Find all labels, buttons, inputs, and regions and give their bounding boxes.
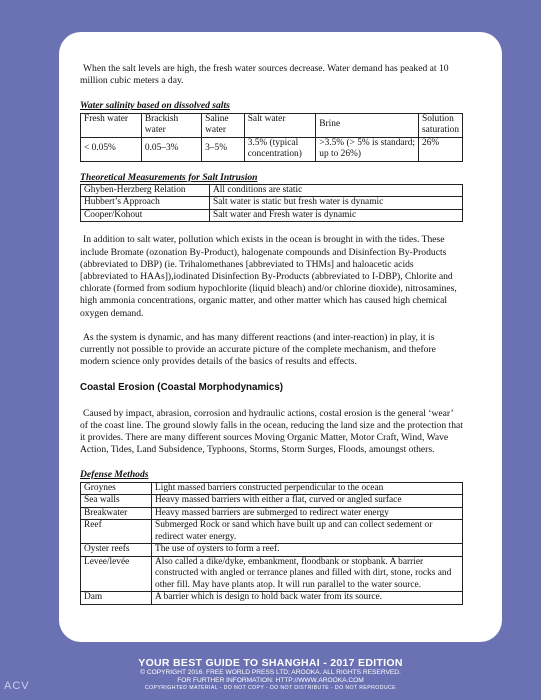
table-row bbox=[81, 507, 463, 520]
table-cell: Dam bbox=[81, 592, 152, 605]
intro-paragraph: When the salt levels are high, the fresh water sources decrease. Water demand has peaked at 10 million cubic meters a day. bbox=[80, 63, 449, 87]
table-cell: 3.5% (typical concentration) bbox=[244, 137, 316, 161]
table-cell: < 0.05% bbox=[81, 137, 142, 161]
table-cell: Hubbert’s Approach bbox=[81, 197, 210, 210]
table-row bbox=[81, 592, 463, 605]
table-cell: Salt water and Fresh water is dynamic bbox=[210, 209, 463, 222]
table-row bbox=[81, 113, 463, 137]
table-row bbox=[81, 495, 463, 508]
table-header-cell: Brine bbox=[316, 113, 419, 137]
footer-title: YOUR BEST GUIDE TO SHANGHAI - 2017 EDITION bbox=[138, 657, 403, 669]
table-cell: All conditions are static bbox=[210, 184, 463, 197]
table-cell: A barrier which is design to hold back water from its source. bbox=[152, 592, 463, 605]
table-cell: Reef bbox=[81, 520, 152, 544]
table-cell: Levee/levée bbox=[81, 556, 152, 592]
table-cell: Also called a dike/dyke, embankment, floodbank or stopbank. A barrier constructed with angled or terrance planes and filled with dirt, stone, rocks and other fill. May have plants atop. It will run parallel to the water source. bbox=[152, 556, 463, 592]
defense-table-title: Defense Methods bbox=[80, 469, 149, 481]
theory-table bbox=[80, 184, 463, 223]
table-cell: Light massed barriers constructed perpendicular to the ocean bbox=[152, 482, 463, 495]
coastal-erosion-heading: Coastal Erosion (Coastal Morphodynamics) bbox=[80, 382, 284, 394]
table-cell: Heavy massed barriers are submerged to redirect water energy bbox=[152, 507, 463, 520]
table-row bbox=[81, 137, 463, 161]
table-header-cell: Brackish water bbox=[141, 113, 201, 137]
table-cell: 3–5% bbox=[202, 137, 245, 161]
table-cell: Oyster reefs bbox=[81, 544, 152, 557]
table-cell: Salt water is static but fresh water is dynamic bbox=[210, 197, 463, 210]
table-cell: >3.5% (> 5% is standard; up to 26%) bbox=[316, 137, 419, 161]
page-content bbox=[80, 63, 463, 605]
table-cell: Groynes bbox=[81, 482, 152, 495]
table-row bbox=[81, 209, 463, 222]
table-row bbox=[81, 482, 463, 495]
footer bbox=[0, 657, 541, 691]
table-cell: Ghyben-Herzberg Relation bbox=[81, 184, 210, 197]
table-row bbox=[81, 184, 463, 197]
dynamic-paragraph: As the system is dynamic, and has many different reactions (and inter-reaction) in play, it is currently not possible to provide an accurate picture of the complete mechanism, and thefore modern science only provides details of the basics of results and effects. bbox=[80, 331, 436, 368]
table-cell: 26% bbox=[419, 137, 463, 161]
coastal-paragraph: Caused by impact, abrasion, corrosion and hydraulic actions, costal erosion is the general ‘wear’ of the coast line. The ground slowly falls in the ocean, reducing the land size and the protection that it provides. There are many different sources Moving Organic Matter, Motor Craft, Wind, Wave Action, Tides, Land Subsidence, Typhoons, Storms, Storm Surges, Floods, amoungst others. bbox=[80, 407, 463, 456]
pollution-paragraph: In addition to salt water, pollution which exists in the ocean is brought in with the tides. These include Bromate (ozonation By-Product), halogenate compounds and Disinfection By-Products (abbreviated to DBP) (ie. Trihalomethanes [abbreviated to THMs] and haloacetic acids [abbreviated to HAAs]),iodinated Disinfection By-Products (abbreviated to I-DBP), Chlorite and chlorate (formed from sodium hypochlorite (liquid bleach) and/or chlorine dioxide), nitrosamines, high ammonia concentrations, organic matter, and other matter which has caused high chemical oxygen demand. bbox=[80, 234, 457, 319]
salinity-table-title: Water salinity based on dissolved salts bbox=[80, 100, 230, 112]
table-header-cell: Solution saturation bbox=[419, 113, 463, 137]
defense-table bbox=[80, 482, 463, 605]
theory-table-title: Theoretical Measurements for Salt Intrusion bbox=[80, 171, 258, 183]
footer-notice: COPYRIGHTED MATERIAL - DO NOT COPY - DO NOT DISTRIBUTE - DO NOT REPRODUCE bbox=[144, 685, 397, 691]
table-row bbox=[81, 520, 463, 544]
footer-copyright: © COPYRIGHT 2016. FREE WORLD PRESS LTD; AROOKA. ALL RIGHTS RESERVED. bbox=[140, 669, 401, 676]
table-cell: Sea walls bbox=[81, 495, 152, 508]
table-header-cell: Saline water bbox=[202, 113, 245, 137]
table-cell: The use of oysters to form a reef. bbox=[152, 544, 463, 557]
table-header-cell: Salt water bbox=[244, 113, 316, 137]
table-row bbox=[81, 556, 463, 592]
table-cell: Submerged Rock or sand which have built up and can collect sedement or redirect water energy. bbox=[152, 520, 463, 544]
corner-watermark: ACV bbox=[4, 680, 30, 692]
table-cell: Cooper/Kohout bbox=[81, 209, 210, 222]
table-cell: 0.05–3% bbox=[141, 137, 201, 161]
table-row bbox=[81, 197, 463, 210]
table-row bbox=[81, 544, 463, 557]
salinity-table bbox=[80, 113, 463, 162]
table-cell: Breakwater bbox=[81, 507, 152, 520]
table-header-cell: Fresh water bbox=[81, 113, 142, 137]
footer-info: FOR FURTHER INFORMATION: HTTP://WWW.AROOKA.COM bbox=[177, 677, 364, 684]
table-cell: Heavy massed barriers with either a flat, curved or angled surface bbox=[152, 495, 463, 508]
